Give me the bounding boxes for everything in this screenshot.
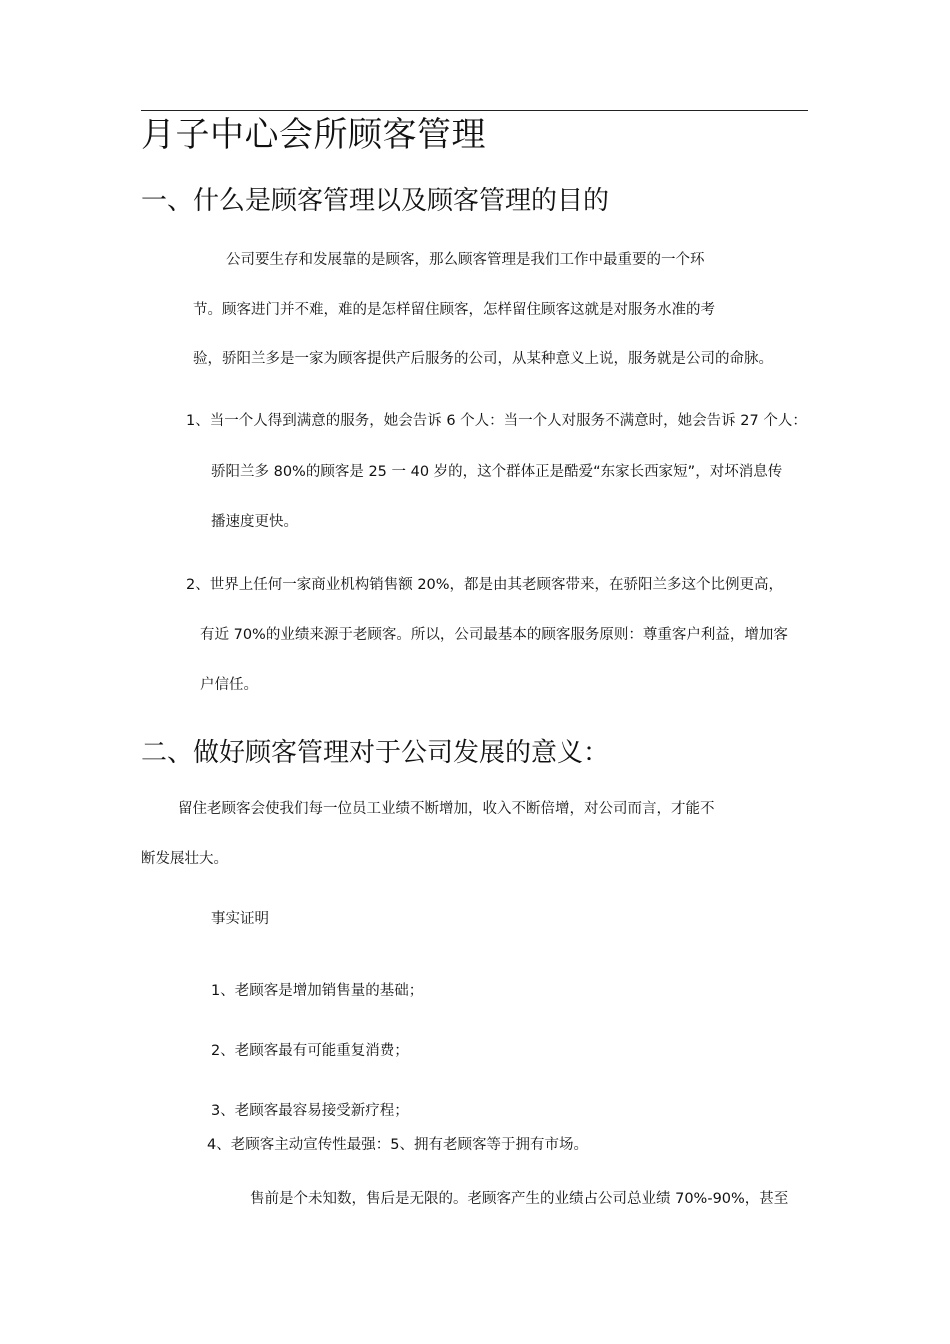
section1-intro-line-3: 验，骄阳兰多是一家为顾客提供产后服务的公司，从某种意义上说，服务就是公司的命脉。 <box>193 351 773 367</box>
fact-item-2: 2、老顾客最有可能重复消费； <box>211 1043 409 1059</box>
fact-item-4: 4、老顾客主动宣传性最强：5、拥有老顾客等于拥有市场。 <box>207 1137 588 1153</box>
section2-heading: 二、做好顾客管理对于公司发展的意义： <box>141 738 610 768</box>
document-title: 月子中心会所顾客管理 <box>141 115 486 155</box>
point2-line-2: 有近 70%的业绩来源于老顾客。所以，公司最基本的顾客服务原则：尊重客户利益，增加客 <box>200 627 788 643</box>
point2-line-3: 户信任。 <box>200 677 258 693</box>
header-rule <box>141 110 808 111</box>
facts-label: 事实证明 <box>211 911 269 927</box>
section2-intro-line-2: 断发展壮大。 <box>141 851 228 867</box>
point1-line-2: 骄阳兰多 80%的顾客是 25 一 40 岁的，这个群体正是酷爱“东家长西家短”，对坏消息传 <box>211 464 783 480</box>
point1-line-1: 1、当一个人得到满意的服务，她会告诉 6 个人：当一个人对服务不满意时，她会告诉 27 个人： <box>186 413 807 429</box>
point2-line-1: 2、世界上任何一家商业机构销售额 20%，都是由其老顾客带来，在骄阳兰多这个比例更高， <box>186 577 784 593</box>
fact-item-1: 1、老顾客是增加销售量的基础； <box>211 983 424 999</box>
point1-line-3: 播速度更快。 <box>211 514 298 530</box>
section1-heading: 一、什么是顾客管理以及顾客管理的目的 <box>141 186 610 216</box>
closing-line: 售前是个未知数，售后是无限的。老顾客产生的业绩占公司总业绩 70%-90%，甚至 <box>250 1191 789 1207</box>
section1-intro-line-2: 节。顾客进门并不难，难的是怎样留住顾客，怎样留住顾客这就是对服务水准的考 <box>193 302 715 318</box>
section2-intro-line-1: 留住老顾客会使我们每一位员工业绩不断增加，收入不断倍增，对公司而言，才能不 <box>178 801 715 817</box>
fact-item-3: 3、老顾客最容易接受新疗程； <box>211 1103 409 1119</box>
section1-intro-line-1: 公司要生存和发展靠的是顾客，那么顾客管理是我们工作中最重要的一个环 <box>226 252 705 268</box>
